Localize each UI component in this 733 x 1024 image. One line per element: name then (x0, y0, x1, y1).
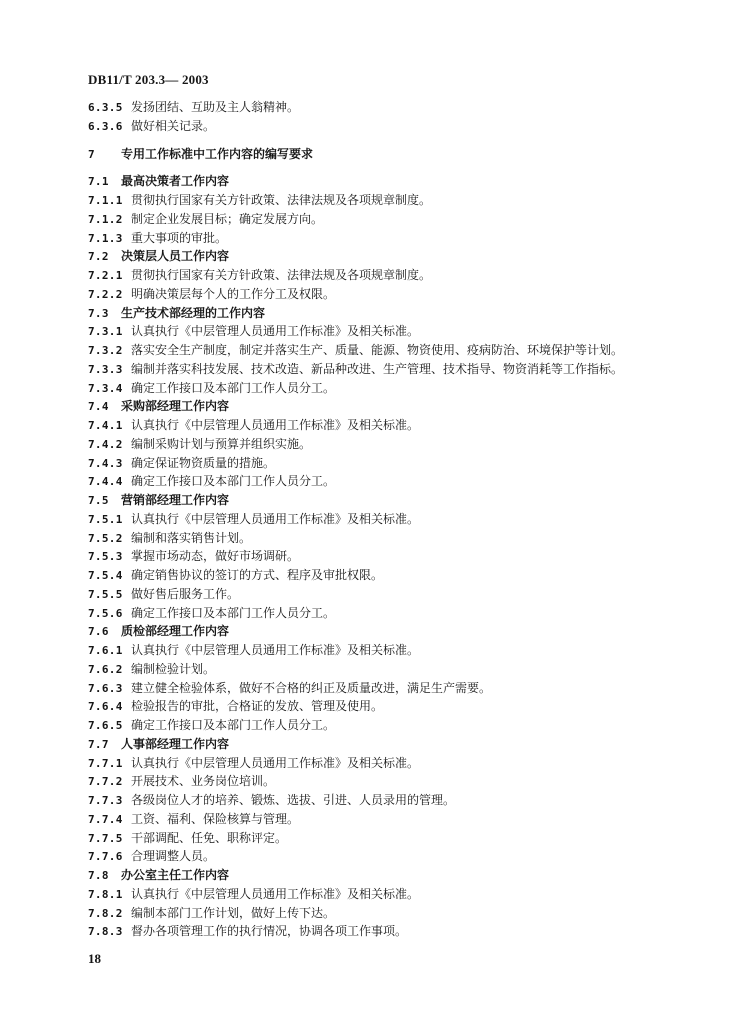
section-heading (88, 735, 688, 754)
section-gap (88, 136, 688, 145)
clause-item (88, 791, 688, 810)
clause-text: 专用工作标准中工作内容的编写要求 (121, 146, 314, 161)
clause-text: 制定企业发展目标；确定发展方向。 (131, 211, 324, 226)
section-heading (88, 397, 688, 416)
clause-number: 7.6.4 (88, 700, 123, 714)
clause-item (88, 585, 688, 604)
clause-item (88, 117, 688, 136)
clause-text: 重大事项的审批。 (131, 230, 228, 245)
clause-item (88, 566, 688, 585)
document-id-header: DB11/T 203.3— 2003 (88, 72, 209, 87)
clause-item (88, 697, 688, 716)
clause-item (88, 547, 688, 566)
clause-number: 7.6.2 (88, 662, 123, 676)
clause-text: 贯彻执行国家有关方针政策、法律法规及各项规章制度。 (131, 193, 432, 207)
clause-number: 7.1.1 (88, 194, 123, 207)
clause-number: 7.7.4 (88, 812, 123, 826)
clause-item (88, 660, 688, 679)
clause-number: 7.5.6 (88, 606, 123, 620)
clause-item (88, 98, 688, 117)
clause-text: 最高决策者工作内容 (121, 174, 230, 189)
clause-item (88, 285, 688, 304)
clause-item (88, 322, 688, 341)
clause-number: 7.5.2 (88, 531, 123, 545)
clause-number: 7.1 (88, 175, 109, 189)
clause-number: 7.6.3 (88, 681, 123, 695)
section-heading (88, 304, 688, 323)
clause-item (88, 210, 688, 229)
clause-number: 7.4.2 (88, 437, 123, 451)
clause-number: 7.2 (88, 250, 109, 264)
clause-text: 认真执行《中层管理人员通用工作标准》及相关标准。 (131, 511, 420, 526)
clause-text: 采购部经理工作内容 (121, 399, 230, 414)
clause-item (88, 810, 688, 829)
clause-number: 7 (88, 147, 95, 161)
clause-text: 开展技术、业务岗位培训。 (131, 774, 276, 789)
section-heading (88, 172, 688, 191)
clause-number: 7.7.1 (88, 756, 123, 770)
clause-text: 人事部经理工作内容 (121, 736, 230, 751)
clause-text: 编制检验计划。 (131, 661, 216, 676)
clause-text: 确定工作接口及本部门工作人员分工。 (131, 605, 336, 620)
clause-text: 做好相关记录。 (131, 118, 216, 133)
clause-text: 认真执行《中层管理人员通用工作标准》及相关标准。 (131, 324, 420, 339)
section-heading (88, 247, 688, 266)
clause-number: 7.7 (88, 737, 109, 751)
clause-text: 各级岗位人才的培养、锻炼、选拔、引进、人员录用的管理。 (131, 793, 456, 807)
clause-number: 7.6.5 (88, 719, 123, 732)
section-heading (88, 622, 688, 641)
clause-item (88, 454, 688, 473)
clause-text: 生产技术部经理的工作内容 (121, 305, 266, 320)
clause-number: 7.2.2 (88, 287, 123, 301)
clause-number: 7.5 (88, 494, 109, 507)
clause-item (88, 472, 688, 491)
clause-text: 确定销售协议的签订的方式、程序及审批权限。 (131, 568, 384, 582)
clause-text: 合理调整人员。 (131, 849, 216, 864)
clause-number: 7.7.2 (88, 775, 123, 789)
clause-item (88, 191, 688, 210)
clause-text: 督办各项管理工作的执行情况，协调各项工作事项。 (131, 924, 408, 939)
clause-text: 掌握市场动态，做好市场调研。 (131, 549, 300, 564)
clause-item (88, 679, 688, 698)
document-body (88, 98, 688, 941)
clause-text: 编制和落实销售计划。 (131, 530, 252, 545)
clause-number: 7.4.3 (88, 456, 123, 470)
clause-number: 7.3 (88, 306, 109, 320)
clause-item (88, 772, 688, 791)
clause-item (88, 716, 688, 735)
clause-number: 7.1.2 (88, 212, 123, 226)
clause-number: 7.2.1 (88, 269, 123, 282)
clause-item (88, 229, 688, 248)
clause-item (88, 641, 688, 660)
clause-text: 编制本部门工作计划，做好上传下达。 (131, 905, 336, 920)
clause-item (88, 885, 688, 904)
clause-number: 7.8.2 (88, 906, 123, 920)
clause-number: 7.8 (88, 869, 109, 882)
clause-number: 7.6 (88, 625, 109, 639)
clause-number: 6.3.5 (88, 101, 123, 114)
clause-text: 确定保证物资质量的措施。 (131, 455, 276, 470)
clause-item (88, 341, 688, 360)
clause-text: 做好售后服务工作。 (131, 586, 240, 601)
clause-number: 7.1.3 (88, 231, 123, 245)
clause-item (88, 754, 688, 773)
clause-item (88, 379, 688, 398)
clause-number: 7.3.2 (88, 344, 123, 357)
clause-number: 7.3.3 (88, 362, 123, 376)
clause-text: 认真执行《中层管理人员通用工作标准》及相关标准。 (131, 418, 420, 432)
clause-number: 7.8.1 (88, 887, 123, 901)
section-heading (88, 145, 688, 164)
clause-number: 7.7.3 (88, 794, 123, 807)
clause-text: 落实安全生产制度，制定并落实生产、质量、能源、物资使用、疫病防治、环境保护等计划。 (131, 343, 624, 357)
clause-text: 编制采购计划与预算并组织实施。 (131, 436, 312, 451)
clause-text: 确定工作接口及本部门工作人员分工。 (131, 474, 336, 489)
clause-number: 7.4.1 (88, 419, 123, 432)
clause-item (88, 904, 688, 923)
clause-text: 贯彻执行国家有关方针政策、法律法规及各项规章制度。 (131, 268, 432, 282)
clause-text: 发扬团结、互助及主人翁精神。 (131, 100, 300, 114)
clause-text: 确定工作接口及本部门工作人员分工。 (131, 718, 336, 732)
clause-number: 7.4 (88, 400, 109, 414)
clause-number: 7.5.4 (88, 569, 123, 582)
clause-item (88, 922, 688, 941)
clause-item (88, 510, 688, 529)
clause-text: 工资、福利、保险核算与管理。 (131, 811, 300, 826)
clause-number: 7.6.1 (88, 644, 123, 657)
clause-item (88, 435, 688, 454)
clause-number: 7.5.5 (88, 587, 123, 601)
clause-text: 决策层人员工作内容 (121, 249, 230, 264)
clause-item (88, 847, 688, 866)
clause-text: 办公室主任工作内容 (121, 868, 230, 882)
clause-number: 7.7.6 (88, 850, 123, 864)
clause-text: 检验报告的审批，合格证的发放、管理及使用。 (131, 699, 384, 714)
clause-text: 认真执行《中层管理人员通用工作标准》及相关标准。 (131, 643, 420, 657)
clause-number: 7.5.3 (88, 550, 123, 564)
clause-text: 确定工作接口及本部门工作人员分工。 (131, 380, 336, 395)
clause-number: 7.7.5 (88, 831, 123, 845)
clause-number: 7.3.4 (88, 381, 123, 395)
clause-text: 营销部经理工作内容 (121, 493, 230, 507)
clause-text: 明确决策层每个人的工作分工及权限。 (131, 286, 336, 301)
clause-number: 7.4.4 (88, 475, 123, 489)
clause-number: 7.3.1 (88, 325, 123, 339)
section-heading (88, 491, 688, 510)
clause-text: 质检部经理工作内容 (121, 624, 230, 639)
clause-number: 6.3.6 (88, 119, 123, 133)
clause-item (88, 416, 688, 435)
clause-number: 7.5.1 (88, 512, 123, 526)
clause-text: 编制并落实科技发展、技术改造、新品种改进、生产管理、技术指导、物资消耗等工作指标。 (131, 361, 624, 376)
clause-item (88, 360, 688, 379)
clause-item (88, 266, 688, 285)
clause-text: 干部调配、任免、职称评定。 (131, 830, 288, 845)
clause-item (88, 829, 688, 848)
clause-text: 认真执行《中层管理人员通用工作标准》及相关标准。 (131, 886, 420, 901)
page-number: 18 (88, 951, 101, 966)
clause-item (88, 604, 688, 623)
clause-text: 认真执行《中层管理人员通用工作标准》及相关标准。 (131, 755, 420, 770)
clause-item (88, 529, 688, 548)
section-heading (88, 866, 688, 885)
section-gap (88, 163, 688, 172)
clause-number: 7.8.3 (88, 925, 123, 939)
clause-text: 建立健全检验体系，做好不合格的纠正及质量改进，满足生产需要。 (131, 680, 492, 695)
